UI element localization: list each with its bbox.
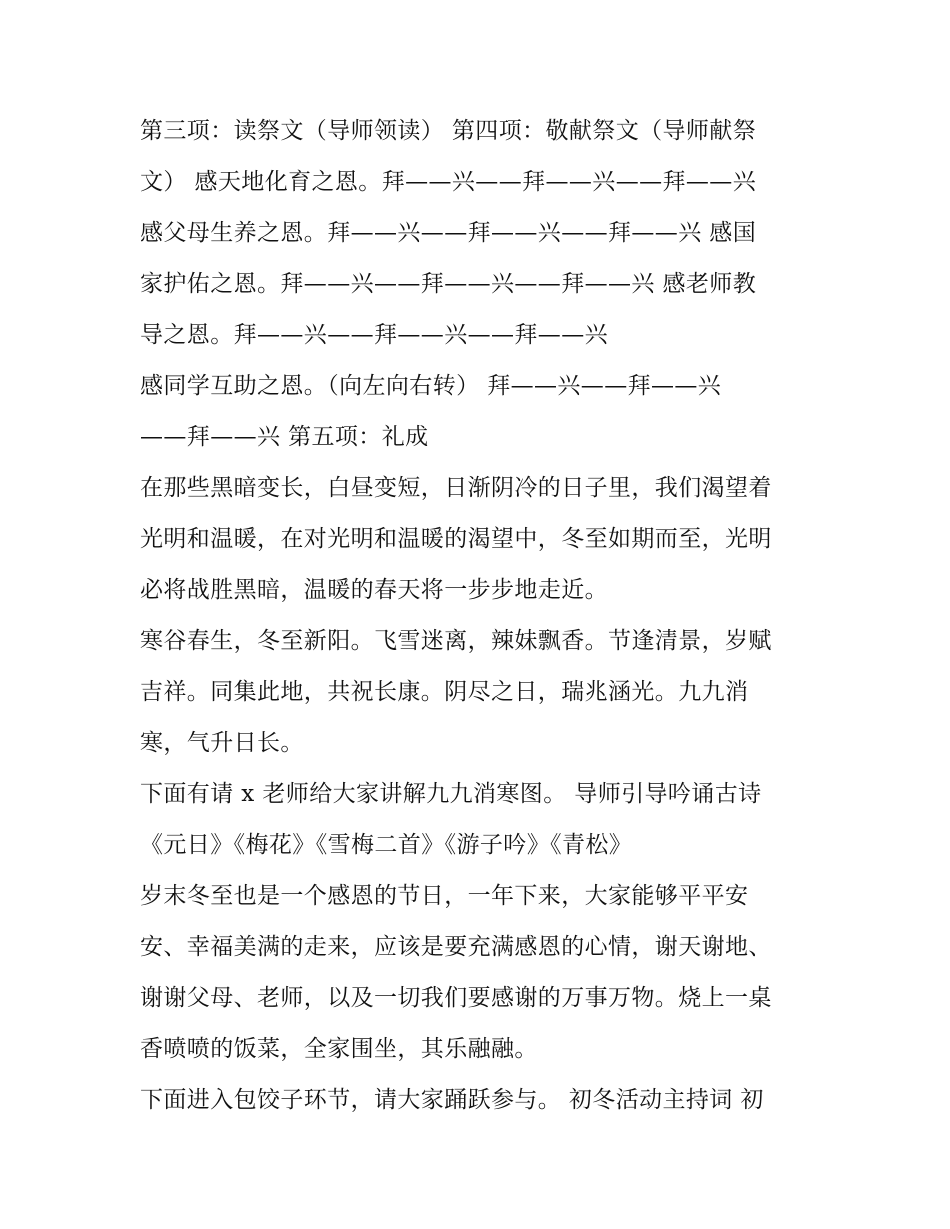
text-line: 岁末冬至也是一个感恩的节日，一年下来，大家能够平平安 (140, 883, 749, 909)
document-body (140, 106, 830, 1126)
text-line: 《元日》《梅花》《雪梅二首》《游子吟》《青松》 (140, 832, 633, 858)
text-line: 光明和温暖，在对光明和温暖的渴望中，冬至如期而至，光明 (140, 526, 772, 552)
text-line: 感同学互助之恩。（向左向右转） 拜——兴——拜——兴 (140, 373, 722, 399)
text-line: 文） 感天地化育之恩。拜——兴——拜——兴——拜——兴 (140, 169, 757, 195)
text-line: 家护佑之恩。拜——兴——拜——兴——拜——兴 感老师教 (140, 271, 757, 297)
text-line: 第三项：读祭文（导师领读） 第四项：敬献祭文（导师献祭 (140, 118, 757, 144)
text-line: ——拜——兴 第五项：礼成 (140, 424, 429, 450)
text-line: 谢谢父母、老师，以及一切我们要感谢的万事万物。烧上一桌 (140, 985, 772, 1011)
text-line: 安、幸福美满的走来，应该是要充满感恩的心情，谢天谢地、 (140, 934, 772, 960)
text-line: 导之恩。拜——兴——拜——兴——拜——兴 (140, 322, 608, 348)
text-line: 寒，气升日长。 (140, 730, 304, 756)
text-line: 下面有请 x 老师给大家讲解九九消寒图。 导师引导吟诵古诗 (140, 781, 762, 807)
text-line: 吉祥。同集此地，共祝长康。阴尽之日，瑞兆涵光。九九消 (140, 679, 749, 705)
text-line: 寒谷春生，冬至新阳。飞雪迷离，辣妹飘香。节逢清景，岁赋 (140, 628, 772, 654)
text-line: 感父母生养之恩。拜——兴——拜——兴——拜——兴 感国 (140, 220, 757, 246)
text-line: 下面进入包饺子环节，请大家踊跃参与。 初冬活动主持词 初 (140, 1087, 764, 1113)
text-line: 香喷喷的饭菜，全家围坐，其乐融融。 (140, 1036, 538, 1062)
text-line: 在那些黑暗变长，白昼变短，日渐阴冷的日子里，我们渴望着 (140, 475, 772, 501)
text-line: 必将战胜黑暗，温暖的春天将一步步地走近。 (140, 577, 608, 603)
